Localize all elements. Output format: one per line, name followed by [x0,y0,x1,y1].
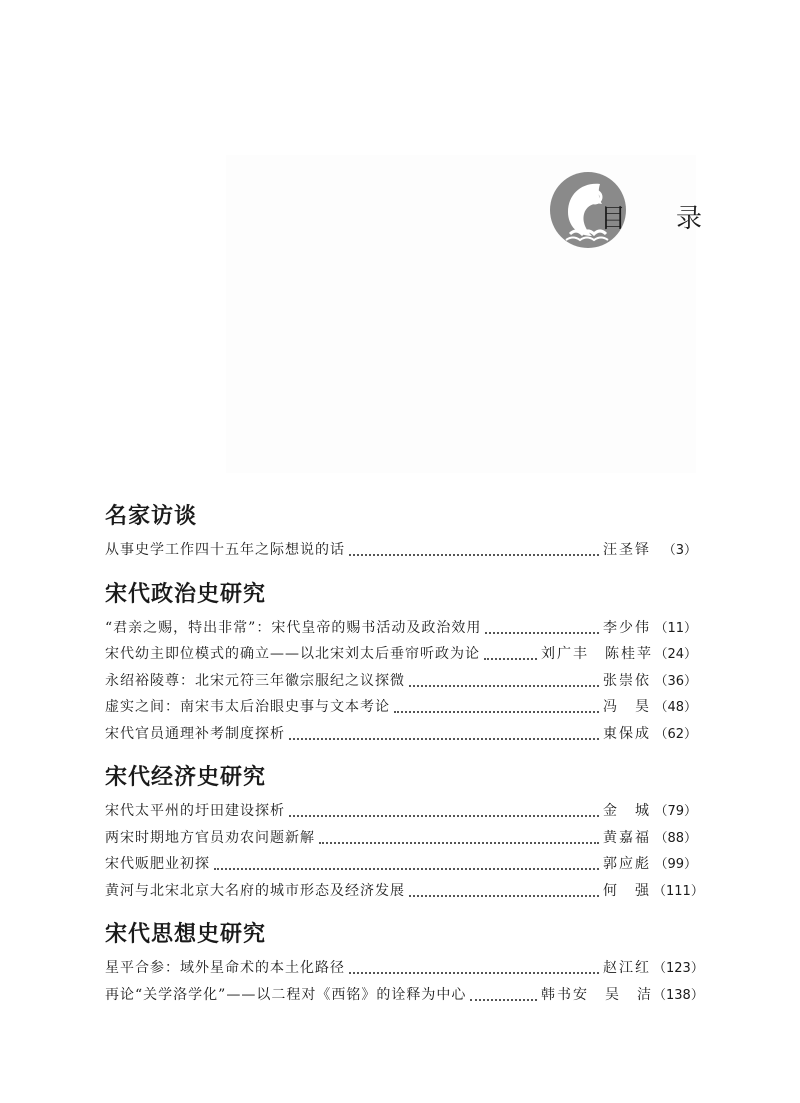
entry-page: （3） [662,543,697,558]
dot-leader [214,860,599,870]
section-famous-interviews [105,502,697,564]
dot-leader [470,991,537,1001]
entry-author: 李少伟 [603,619,651,636]
toc-title-char-1: 目 [600,204,627,234]
dot-leader [485,624,599,634]
toc-entry [105,878,704,905]
entry-page: （62） [654,726,697,742]
section-title: 宋代经济史研究 [105,765,267,790]
section-title: 名家访谈 [105,504,198,529]
entry-title: 再论“关学洛学化”——以二程对《西铭》的诠释为中心 [105,986,467,1003]
toc-title-char-2: 录 [676,204,703,234]
toc-entry [105,851,697,878]
entry-page: （111） [653,883,704,899]
entry-page: （138） [653,987,704,1003]
section-title: 宋代思想史研究 [105,922,267,947]
section-intellectual-history [105,920,704,1008]
dot-leader [319,834,599,844]
entry-title: “君亲之赐，特出非常”：宋代皇帝的赐书活动及政治效用 [105,619,482,636]
dot-leader [409,887,599,897]
entry-title: 宋代幼主即位模式的确立——以北宋刘太后垂帘听政为论 [105,646,480,662]
entry-page: （24） [654,647,697,662]
toc-entry [105,982,704,1009]
dot-leader [409,677,599,687]
toc-entry [105,668,697,695]
toc-entry [105,641,697,668]
entry-author: 赵江红 [603,960,651,976]
toc-entry [105,694,697,721]
toc-entry [105,825,697,852]
entry-page: （36） [654,673,697,689]
dot-leader [484,650,537,660]
entry-author: 刘广丰 陈桂苹 [541,646,653,662]
toc-entry [105,721,697,748]
entry-page: （48） [654,700,697,715]
entry-page: （123） [653,961,704,976]
toc-entry [105,955,704,982]
entry-author: 東保成 [603,725,651,742]
entry-title: 永绍裕陵尊：北宋元符三年徽宗服纪之议探微 [105,672,405,689]
entry-page: （11） [654,620,697,636]
toc-entry [105,798,697,825]
dot-leader [289,807,599,817]
section-economic-history [105,763,704,904]
dot-leader [349,964,599,974]
entry-title: 黄河与北宋北京大名府的城市形态及经济发展 [105,882,405,899]
entry-author: 郭应彪 [603,856,651,872]
entry-title: 宋代官员通理补考制度探析 [105,725,285,742]
entry-author: 韩书安 吴 洁 [541,986,653,1003]
section-political-history [105,580,697,748]
toc-entry [105,537,697,564]
entry-page: （99） [654,857,697,872]
entry-title: 两宋时期地方官员劝农问题新解 [105,829,315,846]
entry-author: 金 城 [603,803,651,819]
dot-leader [289,730,599,740]
entry-title: 宋代贩肥业初探 [105,856,210,872]
table-of-contents [105,502,704,1024]
entry-author: 黄嘉福 [603,829,651,846]
entry-page: （79） [654,804,697,819]
toc-entry [105,615,697,642]
entry-author: 何 强 [603,882,651,899]
entry-title: 从事史学工作四十五年之际想说的话 [105,542,345,558]
entry-author: 汪圣铎 [603,542,651,558]
entry-page: （88） [654,830,697,846]
dot-leader [349,546,599,556]
entry-author: 冯 昊 [603,699,651,715]
section-title: 宋代政治史研究 [105,581,267,607]
entry-title: 宋代太平州的圩田建设探析 [105,803,285,819]
entry-title: 星平合参：域外星命术的本土化路径 [105,960,345,976]
dot-leader [394,703,599,713]
entry-author: 张崇依 [603,672,651,689]
entry-title: 虚实之间：南宋韦太后治眼史事与文本考论 [105,699,390,715]
